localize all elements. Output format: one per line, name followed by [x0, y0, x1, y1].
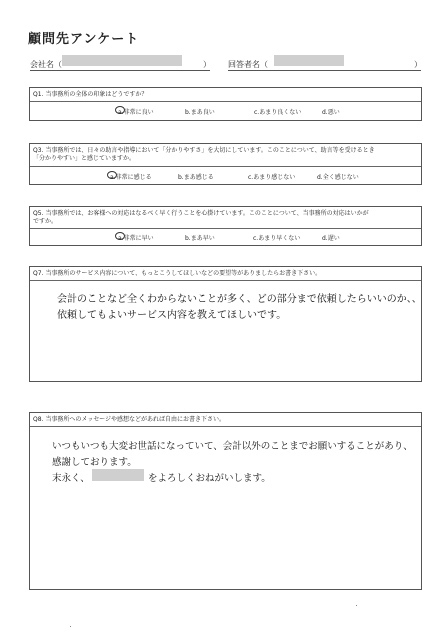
q7-answer-line1: 会計のことなど全くわからないことが多く、どの部分まで依頼したらいいのか、、 — [57, 294, 422, 305]
q5-divider — [30, 228, 421, 229]
q8-answer-line3-end: をよろしくおねがいします。 — [148, 473, 271, 484]
q3-divider — [30, 166, 421, 167]
q1-question: Q1. 当事務所の全体の印象はどうですか？ — [33, 91, 148, 98]
q8-divider — [30, 426, 421, 427]
q1-box — [29, 87, 422, 121]
q8-question: Q8. 当事務所へのメッセージや感想などがあれば自由にお書き下さい。 — [33, 416, 225, 423]
q3-box — [29, 143, 422, 185]
respondent-close: ） — [414, 60, 422, 69]
page-title: 顧問先アンケート — [28, 32, 140, 47]
q5-option-b[interactable]: b.まあ早い — [185, 235, 215, 242]
q5-option-a[interactable]: a.非常に早い — [118, 235, 154, 242]
q1-divider — [30, 101, 421, 102]
q3-question-line1: Q3. 当事務所では、日々の助言や指導において「分かりやすさ」を大切にしています。このことについて、助言等を受けるとき — [33, 147, 375, 154]
scan-speck — [356, 605, 357, 606]
q1-option-b[interactable]: b.まあ良い — [185, 109, 215, 116]
q8-box — [29, 412, 422, 590]
q1-selected-circle — [115, 106, 125, 114]
company-name-redacted — [62, 55, 182, 66]
company-close: ） — [203, 60, 211, 69]
q1-option-d[interactable]: d.悪い — [322, 109, 340, 116]
q5-question-line2: ですか。 — [33, 218, 58, 225]
q7-answer-line2: 依頼してもよいサービス内容を教えてほしいです。 — [57, 310, 287, 321]
q8-answer-line2: 感謝しております。 — [52, 457, 137, 468]
q8-company-redacted — [92, 469, 144, 481]
q7-divider — [30, 280, 421, 281]
q7-box — [29, 266, 422, 382]
q1-option-c[interactable]: c.あまり良くない — [254, 109, 302, 116]
q5-box — [29, 206, 422, 246]
q5-option-c[interactable]: c.あまり早くない — [253, 235, 301, 242]
q3-question-line2: 「分かりやすい」と感じていますか。 — [33, 155, 136, 162]
respondent-underline — [228, 70, 421, 71]
scan-speck — [70, 626, 71, 627]
q5-option-d[interactable]: d.遅い — [322, 235, 340, 242]
q3-option-c[interactable]: c.あまり感じない — [248, 174, 296, 181]
respondent-name-redacted — [274, 55, 344, 66]
q3-option-b[interactable]: b.まあ感じる — [178, 174, 214, 181]
company-underline — [30, 70, 210, 71]
respondent-label: 回答者名（ — [228, 60, 268, 69]
q5-question-line1: Q5. 当事務所では、お客様への対応はなるべく早く行うことを心掛けています。このことについて、当事務所の対応はいかが — [33, 210, 369, 217]
q3-selected-circle — [107, 171, 117, 179]
q5-selected-circle — [115, 232, 125, 240]
q1-option-a[interactable]: a.非常に良い — [118, 109, 154, 116]
q8-answer-line1: いつもいつも大変お世話になっていて、会計以外のことまでお願いすることがあり、 — [52, 441, 413, 452]
q8-answer-line3-start: 末永く、 — [52, 473, 90, 484]
q3-option-d[interactable]: d.全く感じない — [317, 174, 359, 181]
company-label: 会社名（ — [30, 60, 62, 69]
q3-option-a[interactable]: a.非常に感じる — [110, 174, 152, 181]
q7-question: Q7. 当事務所のサービス内容について、もっとこうしてほしいなどの要望等がありましたらお書き下さい。 — [33, 270, 322, 277]
